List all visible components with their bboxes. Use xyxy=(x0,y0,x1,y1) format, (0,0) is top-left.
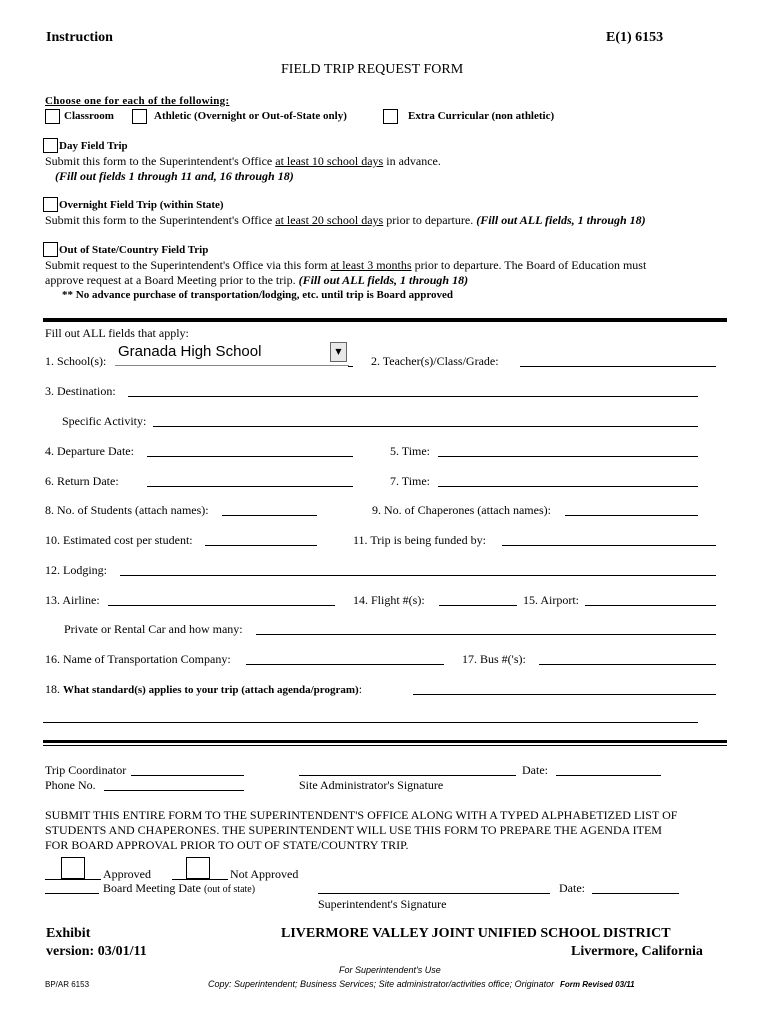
field-15-label: 15. Airport: xyxy=(523,593,579,607)
field-3-label: 3. Destination: xyxy=(45,384,116,398)
site-date-label: Date: xyxy=(522,763,548,777)
field-10-label: 10. Estimated cost per student: xyxy=(45,533,193,547)
site-date-input[interactable] xyxy=(556,775,661,776)
day-trip-fill: (Fill out fields 1 through 11 and, 16 through 18) xyxy=(55,169,294,183)
specific-activity-input[interactable] xyxy=(153,426,698,427)
day-trip-checkbox[interactable] xyxy=(43,138,58,153)
supt-date-label: Date: xyxy=(559,881,585,895)
out-of-state-text-2: approve request at a Board Meeting prior to the trip. (Fill out ALL fields, 1 through 18) xyxy=(45,273,469,287)
supt-date-input[interactable] xyxy=(592,893,679,894)
departure-time-input[interactable] xyxy=(438,456,698,457)
day-trip-text: Submit this form to the Superintendent's Office at least 10 school days in advance. xyxy=(45,154,441,168)
field-18-label: 18. What standard(s) applies to your trip (attach agenda/program): xyxy=(45,682,363,696)
teacher-input[interactable] xyxy=(520,366,716,367)
field-17-label: 17. Bus #('s): xyxy=(462,652,526,666)
superintendent-signature-line[interactable] xyxy=(318,893,550,894)
form-revised: Form Revised 03/11 xyxy=(560,980,635,989)
school-select-value: Granada High School xyxy=(118,343,262,360)
chaperones-input[interactable] xyxy=(565,515,698,516)
header-instruction: Instruction xyxy=(46,30,113,45)
classroom-checkbox[interactable] xyxy=(45,109,60,124)
chevron-down-icon[interactable]: ▼ xyxy=(330,342,347,362)
trip-coordinator-label: Trip Coordinator xyxy=(45,763,127,777)
lodging-input[interactable] xyxy=(120,575,716,576)
form-title: FIELD TRIP REQUEST FORM xyxy=(281,62,464,77)
phone-input[interactable] xyxy=(104,790,244,791)
cost-input[interactable] xyxy=(205,545,317,546)
superintendent-signature-label: Superintendent's Signature xyxy=(318,897,447,911)
submit-line-3: FOR BOARD APPROVAL PRIOR TO OUT OF STATE/COUNTRY TRIP. xyxy=(45,838,409,852)
students-input[interactable] xyxy=(222,515,317,516)
out-of-state-note: ** No advance purchase of transportation/lodging, etc. until trip is Board approved xyxy=(62,289,454,301)
standards-input-2[interactable] xyxy=(43,722,698,723)
out-of-state-checkbox[interactable] xyxy=(43,242,58,257)
field-9-label: 9. No. of Chaperones (attach names): xyxy=(372,503,551,517)
private-car-label: Private or Rental Car and how many: xyxy=(64,622,243,636)
private-car-input[interactable] xyxy=(256,634,716,635)
classroom-label: Classroom xyxy=(64,110,114,122)
for-superintendent-use: For Superintendent's Use xyxy=(339,965,441,975)
district-city: Livermore, California xyxy=(571,944,703,959)
exhibit-label: Exhibit xyxy=(46,926,91,941)
school-select[interactable] xyxy=(115,341,349,366)
board-date-label: Board Meeting Date (out of state) xyxy=(103,881,256,895)
not-approved-checkbox[interactable] xyxy=(186,857,210,879)
field-13-label: 13. Airline: xyxy=(45,593,100,607)
out-of-state-text: Submit request to the Superintendent's Office via this form at least 3 months prior to departure. The Board of Education must xyxy=(45,258,647,272)
field-1-label: 1. School(s): xyxy=(45,354,107,368)
specific-activity-label: Specific Activity: xyxy=(62,414,147,428)
phone-label: Phone No. xyxy=(45,778,96,792)
athletic-label: Athletic (Overnight or Out-of-State only) xyxy=(154,110,347,122)
departure-date-input[interactable] xyxy=(147,456,353,457)
flight-input[interactable] xyxy=(439,605,517,606)
field-12-label: 12. Lodging: xyxy=(45,563,107,577)
field-11-label: 11. Trip is being funded by: xyxy=(353,533,486,547)
site-admin-signature-label: Site Administrator's Signature xyxy=(299,778,444,792)
return-date-input[interactable] xyxy=(147,486,353,487)
field-6-label: 6. Return Date: xyxy=(45,474,119,488)
trip-coordinator-input[interactable] xyxy=(131,775,244,776)
funding-input[interactable] xyxy=(502,545,716,546)
out-of-state-label: Out of State/Country Field Trip xyxy=(59,244,209,256)
field-16-label: 16. Name of Transportation Company: xyxy=(45,652,231,666)
section-divider xyxy=(43,318,727,322)
transport-company-input[interactable] xyxy=(246,664,444,665)
header-code: E(1) 6153 xyxy=(606,30,664,45)
extra-curricular-checkbox[interactable] xyxy=(383,109,398,124)
not-approved-label: Not Approved xyxy=(230,867,299,881)
field-2-label: 2. Teacher(s)/Class/Grade: xyxy=(371,354,499,368)
return-time-input[interactable] xyxy=(438,486,698,487)
version-label: version: 03/01/11 xyxy=(46,944,147,959)
submit-line-1: SUBMIT THIS ENTIRE FORM TO THE SUPERINTENDENT'S OFFICE ALONG WITH A TYPED ALPHABETIZED LIST OF xyxy=(45,808,678,822)
field-14-label: 14. Flight #(s): xyxy=(353,593,425,607)
athletic-checkbox[interactable] xyxy=(132,109,147,124)
site-admin-signature-line[interactable] xyxy=(299,775,516,776)
destination-input[interactable] xyxy=(128,396,698,397)
board-date-input[interactable] xyxy=(45,893,99,894)
overnight-label: Overnight Field Trip (within State) xyxy=(59,199,224,211)
airport-input[interactable] xyxy=(585,605,716,606)
bp-ar-code: BP/AR 6153 xyxy=(45,980,90,989)
fields-intro: Fill out ALL fields that apply: xyxy=(45,326,189,340)
airline-input[interactable] xyxy=(108,605,335,606)
district-name: LIVERMORE VALLEY JOINT UNIFIED SCHOOL DISTRICT xyxy=(281,926,671,941)
signoff-divider xyxy=(43,740,727,743)
standards-input[interactable] xyxy=(413,694,716,695)
field-5-label: 5. Time: xyxy=(390,444,431,458)
approved-label: Approved xyxy=(103,867,151,881)
copy-distribution: Copy: Superintendent; Business Services; Site administrator/activities office; Originator xyxy=(208,979,555,989)
extra-curricular-label: Extra Curricular (non athletic) xyxy=(408,110,555,122)
choose-heading: Choose one for each of the following: xyxy=(45,95,230,107)
day-trip-label: Day Field Trip xyxy=(59,140,128,152)
approved-checkbox[interactable] xyxy=(61,857,85,879)
bus-input[interactable] xyxy=(539,664,716,665)
overnight-text: Submit this form to the Superintendent's Office at least 20 school days prior to departure. (Fill out ALL fields, 1 through 18) xyxy=(45,213,646,227)
field-7-label: 7. Time: xyxy=(390,474,431,488)
overnight-checkbox[interactable] xyxy=(43,197,58,212)
field-8-label: 8. No. of Students (attach names): xyxy=(45,503,209,517)
field-4-label: 4. Departure Date: xyxy=(45,444,134,458)
submit-line-2: STUDENTS AND CHAPERONES. THE SUPERINTENDENT WILL USE THIS FORM TO PREPARE THE AGENDA ITEM xyxy=(45,823,662,837)
